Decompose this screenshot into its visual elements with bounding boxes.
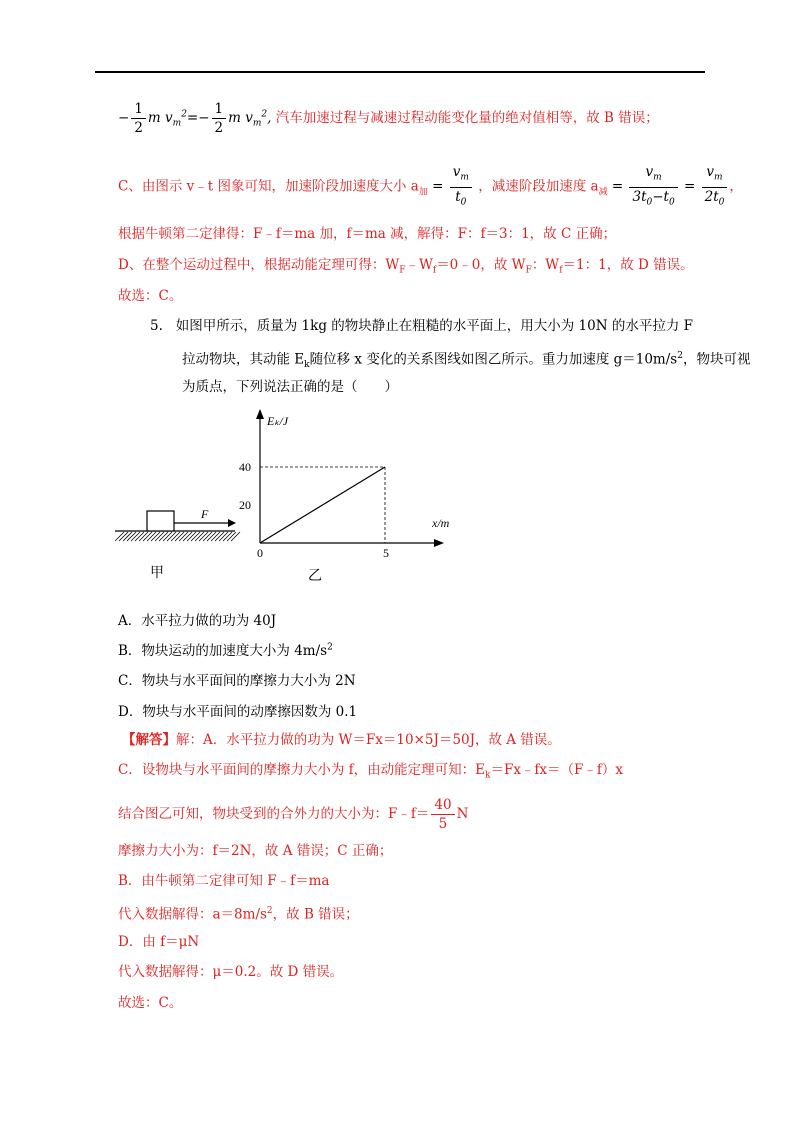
y-tick-20: 20: [239, 498, 251, 512]
answer-a2-rest: ＝Fx﹣fx＝（F﹣f）x: [490, 762, 624, 778]
hatch-mark: [179, 532, 188, 541]
energy-equation: − $\frac{1}{2}$ m $v_m^2=-$ $\frac{1}{2}$ m $v_m^2$,: [118, 101, 276, 136]
prev-line-5: 故选：C。: [118, 288, 183, 304]
hatch-mark: [127, 532, 136, 541]
answer-line-6: [118, 901, 359, 925]
hatch-mark: [131, 532, 140, 541]
answer-line-7: D．由 f＝μN: [118, 934, 200, 950]
hatch-mark: [227, 532, 236, 541]
hatch-mark: [211, 532, 220, 541]
figure: [110, 405, 470, 590]
hatch-mark: [199, 532, 208, 541]
question-number: 5.: [150, 318, 163, 334]
q-text2-end: ，物块可视: [682, 351, 751, 368]
hatch-mark: [151, 532, 160, 541]
hatch-mark: [159, 532, 168, 541]
prev-line-2: C、由图示 v﹣t 图象可知，加速阶段加速度大小 $a_加$ = $\frac{v_m}{t_0}$ ，减速阶段加速度 $a_减$ = $\frac{v_m}{3t_0-t_0}$ = $\frac{v_m}{2t_0}$ ，: [118, 163, 743, 211]
label-jia: 甲: [150, 565, 164, 581]
prev-line-3: 根据牛顿第二定律得：F﹣f＝ma 加，f＝ma 减，解得：F：f＝3：1，故 C 正确；: [118, 226, 617, 242]
x-axis-arrow: [434, 539, 444, 547]
hatch-mark: [163, 532, 172, 541]
line1-text: 汽车加速过程与减速过程动能变化量的绝对值相等，故 B 错误；: [275, 110, 659, 126]
line4-b: ﹣W: [405, 257, 433, 273]
q-text2-sup: 2: [677, 351, 683, 361]
hatch-mark: [183, 532, 192, 541]
q-text2-rest: 随位移 x 变化的关系图线如图乙所示。重力加速度 g＝10m/s: [309, 351, 678, 368]
answer-fraction: [431, 796, 454, 833]
q-text2-sub: k: [304, 360, 310, 371]
line4-d: ：W: [531, 257, 560, 273]
y-axis-arrow: [256, 409, 264, 419]
answer-line-5: B．由牛顿第二定律可知 F﹣f＝ma: [118, 873, 330, 889]
frac-vm-t0: $\frac{v_m}{t_0}$: [450, 163, 472, 211]
answer-tag: 【解答】: [122, 732, 176, 748]
line4-e: ＝1：1，故 D 错误。: [562, 257, 694, 273]
x-tick-5: 5: [383, 546, 389, 560]
option-b[interactable]: [118, 639, 333, 659]
hatch-mark: [167, 532, 176, 541]
hatch-mark: [223, 532, 232, 541]
hatch-mark: [123, 532, 132, 541]
hatch-mark: [187, 532, 196, 541]
y-axis-label: Eₖ/J: [267, 414, 289, 428]
sub-jian: 减: [598, 187, 608, 198]
line2-prefix: C、由图示 v﹣t 图象可知，加速阶段加速度大小 a: [118, 178, 419, 195]
question-5-line-2: [182, 346, 750, 375]
y-tick-40: 40: [239, 460, 251, 474]
ground-hatch: [115, 531, 240, 541]
question-5-line-1: [150, 316, 693, 336]
answer-a6-rest: ，故 B 错误；: [272, 906, 359, 923]
answer-a6-sup: 2: [266, 906, 273, 916]
question-text-1: 如图甲所示，质量为 1kg 的物块静止在粗糙的水平面上，用大小为 10N 的水平拉力 F: [175, 318, 693, 334]
line4-c: ＝0﹣0，故 W: [436, 257, 526, 273]
answer-a3: 结合图乙可知，物块受到的合外力的大小为：F﹣f＝: [118, 806, 430, 822]
hatch-mark: [119, 532, 128, 541]
question-5-line-3: 为质点，下列说法正确的是（ ）: [182, 379, 398, 395]
answer-line-9: 故选：C。: [118, 995, 183, 1011]
answer-a3-unit: N: [456, 806, 469, 822]
frac-vm-3t0: $\frac{v_m}{3t_0-t_0}$: [629, 163, 677, 211]
answer-a2-sub: k: [484, 770, 491, 781]
hatch-mark: [155, 532, 164, 541]
ek-x-line: [260, 467, 385, 543]
block: [147, 511, 174, 531]
answer-line-3: [118, 796, 468, 833]
frac-vm-2t0: $\frac{v_m}{2t_0}$: [702, 163, 728, 211]
hatch-mark: [215, 532, 224, 541]
option-a[interactable]: A．水平拉力做的功为 40J: [118, 613, 277, 629]
hatch-mark: [219, 532, 228, 541]
option-b-text: B．物块运动的加速度大小为 4m/s: [118, 643, 328, 659]
answer-a6: 代入数据解得：a＝8m/s: [118, 906, 267, 923]
hatch-mark: [231, 532, 240, 541]
hatch-mark: [191, 532, 200, 541]
hatch-mark: [147, 532, 156, 541]
force-arrowhead: [228, 519, 236, 527]
answer-a1: 解：A．水平拉力做的功为 W＝Fx＝10×5J＝50J，故 A 错误。: [176, 732, 561, 748]
label-yi: 乙: [308, 568, 322, 584]
answer-line-1: [122, 730, 561, 750]
option-c[interactable]: C．物块与水平面间的摩擦力大小为 2N: [118, 673, 356, 689]
answer-a2: C．设物块与水平面间的摩擦力大小为 f，由动能定理可知：E: [118, 762, 485, 778]
answer-line-8: 代入数据解得：μ＝0.2。故 D 错误。: [118, 964, 344, 980]
answer-line-4: 摩擦力大小为：f＝2N，故 A 错误；C 正确；: [118, 843, 393, 859]
prev-line-1: [118, 100, 659, 137]
hatch-mark: [203, 532, 212, 541]
x-axis-label: x/m: [432, 516, 450, 530]
hatch-mark: [207, 532, 216, 541]
hatch-mark: [135, 532, 144, 541]
prev-line-4: D、在整个运动过程中，根据动能定理可得：$W_F﹣W_f=0﹣0$，故 $W_F$：$W_f=1$：1，故 D 错误。: [118, 257, 694, 276]
header-rule: [95, 71, 705, 73]
hatch-mark: [143, 532, 152, 541]
line2-mid: ，减速阶段加速度 a: [478, 178, 599, 195]
hatch-mark: [171, 532, 180, 541]
frac-num: 40: [431, 796, 454, 815]
hatch-mark: [139, 532, 148, 541]
hatch-mark: [195, 532, 204, 541]
q-text2: 拉动物块，其动能 E: [182, 351, 305, 368]
figure-svg: [110, 405, 470, 590]
hatch-mark: [175, 532, 184, 541]
option-b-sup: 2: [327, 642, 333, 653]
sub-jia: 加: [418, 187, 428, 198]
option-d[interactable]: D．物块与水平面间的动摩擦因数为 0.1: [118, 704, 358, 720]
answer-line-2: [118, 760, 623, 786]
force-label: F: [201, 507, 209, 521]
line4-a: D、在整个运动过程中，根据动能定理可得：W: [118, 257, 400, 273]
frac-den: 5: [438, 816, 448, 832]
origin-label: 0: [257, 546, 263, 560]
hatch-mark: [115, 532, 124, 541]
